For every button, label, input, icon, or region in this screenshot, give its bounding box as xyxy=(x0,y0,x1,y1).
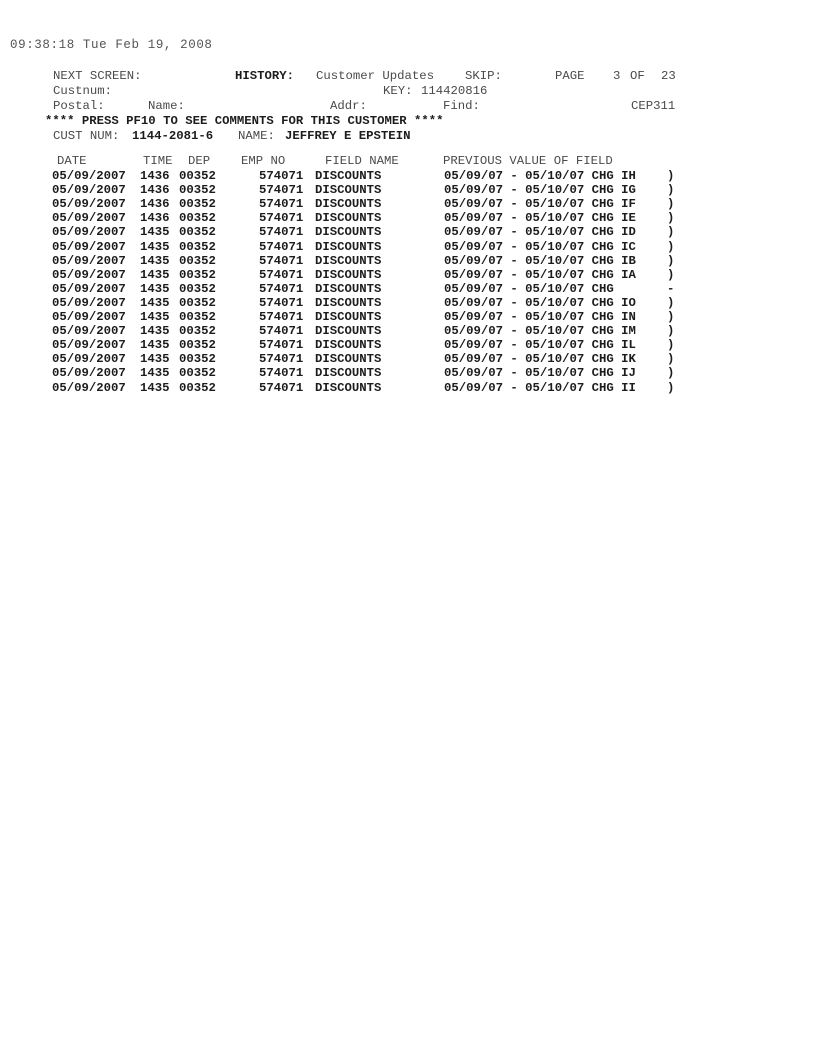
cell-emp-no: 574071 xyxy=(259,211,304,226)
cell-dep: 00352 xyxy=(179,338,216,353)
table-row xyxy=(45,183,745,198)
cell-date: 05/09/2007 xyxy=(52,211,126,226)
cell-emp-no: 574071 xyxy=(259,183,304,198)
cell-previous-value: 05/09/07 - 05/10/07 CHG IA xyxy=(444,267,636,282)
cell-time: 1435 xyxy=(140,281,170,296)
cell-row-end: ) xyxy=(667,183,675,198)
cell-emp-no: 574071 xyxy=(259,310,304,324)
cell-row-end: ) xyxy=(667,253,675,268)
cell-previous-value: 05/09/07 - 05/10/07 CHG ID xyxy=(444,225,636,240)
find-label[interactable]: Find: xyxy=(443,99,480,113)
pf10-message: **** PRESS PF10 TO SEE COMMENTS FOR THIS CUSTOMER **** xyxy=(45,114,444,128)
cell-row-end: ) xyxy=(667,197,675,212)
table-row xyxy=(45,225,745,240)
cell-dep: 00352 xyxy=(179,281,216,296)
cust-name-value: JEFFREY E EPSTEIN xyxy=(285,129,411,143)
cell-time: 1435 xyxy=(140,338,170,353)
cell-dep: 00352 xyxy=(179,352,216,367)
cell-dep: 00352 xyxy=(179,267,216,282)
cell-previous-value: 05/09/07 - 05/10/07 CHG IH xyxy=(444,169,636,183)
custnum-label[interactable]: Custnum: xyxy=(53,84,113,98)
cell-date: 05/09/2007 xyxy=(52,169,126,183)
cell-previous-value: 05/09/07 - 05/10/07 CHG IG xyxy=(444,183,636,198)
customer-line xyxy=(45,129,745,144)
cell-date: 05/09/2007 xyxy=(52,197,126,212)
cell-date: 05/09/2007 xyxy=(52,324,126,339)
cust-num-value: 1144-2081-6 xyxy=(132,129,214,143)
cell-row-end: ) xyxy=(667,352,675,367)
cell-emp-no: 574071 xyxy=(259,366,304,381)
table-header xyxy=(45,154,745,169)
cell-emp-no: 574071 xyxy=(259,324,304,339)
cell-previous-value: 05/09/07 - 05/10/07 CHG IN xyxy=(444,310,636,324)
cell-previous-value: 05/09/07 - 05/10/07 CHG IJ xyxy=(444,366,636,381)
cell-dep: 00352 xyxy=(179,211,216,226)
cell-field-name: DISCOUNTS xyxy=(315,295,382,310)
cell-date: 05/09/2007 xyxy=(52,267,126,282)
cell-previous-value: 05/09/07 - 05/10/07 CHG IB xyxy=(444,253,636,268)
cust-name-label: NAME: xyxy=(238,129,275,143)
cell-field-name: DISCOUNTS xyxy=(315,239,382,254)
cell-row-end: ) xyxy=(667,225,675,240)
cell-row-end: ) xyxy=(667,366,675,381)
cell-emp-no: 574071 xyxy=(259,225,304,240)
cell-row-end: ) xyxy=(667,310,675,324)
cell-time: 1436 xyxy=(140,211,170,226)
postal-label[interactable]: Postal: xyxy=(53,99,105,113)
cell-row-end: ) xyxy=(667,239,675,254)
cell-time: 1435 xyxy=(140,310,170,324)
key-label: KEY: xyxy=(383,84,413,98)
cell-time: 1435 xyxy=(140,295,170,310)
table-row xyxy=(45,268,745,283)
cell-time: 1436 xyxy=(140,183,170,198)
cell-time: 1435 xyxy=(140,267,170,282)
cell-field-name: DISCOUNTS xyxy=(315,225,382,240)
cell-dep: 00352 xyxy=(179,197,216,212)
cell-date: 05/09/2007 xyxy=(52,225,126,240)
table-row xyxy=(45,282,745,297)
cell-field-name: DISCOUNTS xyxy=(315,169,382,183)
cell-time: 1435 xyxy=(140,239,170,254)
cell-previous-value: 05/09/07 - 05/10/07 CHG IC xyxy=(444,239,636,254)
cell-emp-no: 574071 xyxy=(259,295,304,310)
cell-dep: 00352 xyxy=(179,169,216,183)
cell-date: 05/09/2007 xyxy=(52,352,126,367)
cell-dep: 00352 xyxy=(179,380,216,395)
cell-previous-value: 05/09/07 - 05/10/07 CHG IL xyxy=(444,338,636,353)
cell-dep: 00352 xyxy=(179,310,216,324)
cell-field-name: DISCOUNTS xyxy=(315,267,382,282)
cell-row-end: ) xyxy=(667,211,675,226)
header-line-1 xyxy=(45,69,745,84)
cell-row-end: ) xyxy=(667,338,675,353)
cell-emp-no: 574071 xyxy=(259,239,304,254)
screen-code: CEP311 xyxy=(631,99,676,113)
cell-field-name: DISCOUNTS xyxy=(315,380,382,395)
cell-row-end: ) xyxy=(667,267,675,282)
cell-time: 1435 xyxy=(140,225,170,240)
cell-previous-value: 05/09/07 - 05/10/07 CHG IK xyxy=(444,352,636,367)
cell-field-name: DISCOUNTS xyxy=(315,183,382,198)
table-row xyxy=(45,366,745,381)
next-screen-label[interactable]: NEXT SCREEN: xyxy=(53,69,142,83)
cell-date: 05/09/2007 xyxy=(52,380,126,395)
col-field-name: FIELD NAME xyxy=(325,154,399,168)
cell-previous-value: 05/09/07 - 05/10/07 CHG IM xyxy=(444,324,636,339)
skip-label[interactable]: SKIP: xyxy=(465,69,502,83)
cell-row-end: ) xyxy=(667,380,675,395)
history-label: HISTORY: xyxy=(235,69,295,83)
table-row xyxy=(45,296,745,311)
cell-emp-no: 574071 xyxy=(259,169,304,183)
cell-previous-value: 05/09/07 - 05/10/07 CHG IO xyxy=(444,295,636,310)
table-row xyxy=(45,240,745,255)
addr-label[interactable]: Addr: xyxy=(330,99,367,113)
cell-field-name: DISCOUNTS xyxy=(315,253,382,268)
cell-date: 05/09/2007 xyxy=(52,183,126,198)
table-row xyxy=(45,324,745,339)
header-line-3 xyxy=(45,99,745,114)
table-row xyxy=(45,211,745,226)
cell-date: 05/09/2007 xyxy=(52,310,126,324)
cell-field-name: DISCOUNTS xyxy=(315,211,382,226)
cell-time: 1436 xyxy=(140,169,170,183)
cell-field-name: DISCOUNTS xyxy=(315,197,382,212)
cell-previous-value: 05/09/07 - 05/10/07 CHG IF xyxy=(444,197,636,212)
cell-date: 05/09/2007 xyxy=(52,239,126,254)
cell-emp-no: 574071 xyxy=(259,197,304,212)
page-total: 23 xyxy=(661,69,676,83)
cell-time: 1435 xyxy=(140,366,170,381)
cell-field-name: DISCOUNTS xyxy=(315,366,382,381)
cell-field-name: DISCOUNTS xyxy=(315,310,382,324)
cell-dep: 00352 xyxy=(179,324,216,339)
cell-field-name: DISCOUNTS xyxy=(315,352,382,367)
cell-emp-no: 574071 xyxy=(259,253,304,268)
page-label: PAGE xyxy=(555,69,585,83)
cell-emp-no: 574071 xyxy=(259,281,304,296)
cell-row-end: - xyxy=(667,281,675,296)
cell-dep: 00352 xyxy=(179,225,216,240)
cell-dep: 00352 xyxy=(179,239,216,254)
cust-num-label: CUST NUM: xyxy=(53,129,120,143)
cell-time: 1435 xyxy=(140,253,170,268)
cell-time: 1435 xyxy=(140,352,170,367)
col-dep: DEP xyxy=(188,154,211,168)
cell-date: 05/09/2007 xyxy=(52,253,126,268)
table-row xyxy=(45,381,745,396)
print-timestamp: 09:38:18 Tue Feb 19, 2008 xyxy=(10,38,213,52)
cell-dep: 00352 xyxy=(179,183,216,198)
cell-time: 1435 xyxy=(140,380,170,395)
cell-emp-no: 574071 xyxy=(259,338,304,353)
cell-date: 05/09/2007 xyxy=(52,281,126,296)
page-of: OF xyxy=(630,69,645,83)
cell-previous-value: 05/09/07 - 05/10/07 CHG IE xyxy=(444,211,636,226)
header-line-2 xyxy=(45,84,745,99)
cell-emp-no: 574071 xyxy=(259,380,304,395)
table-row xyxy=(45,310,745,325)
cell-date: 05/09/2007 xyxy=(52,338,126,353)
cell-row-end: ) xyxy=(667,169,675,183)
table-row xyxy=(45,169,745,184)
col-date: DATE xyxy=(57,154,87,168)
cell-field-name: DISCOUNTS xyxy=(315,338,382,353)
cell-row-end: ) xyxy=(667,295,675,310)
cell-date: 05/09/2007 xyxy=(52,366,126,381)
col-emp-no: EMP NO xyxy=(241,154,286,168)
pf10-message-line xyxy=(45,114,745,129)
cell-field-name: DISCOUNTS xyxy=(315,324,382,339)
cell-row-end: ) xyxy=(667,324,675,339)
table-row xyxy=(45,254,745,269)
cell-dep: 00352 xyxy=(179,366,216,381)
table-row xyxy=(45,352,745,367)
table-row xyxy=(45,197,745,212)
cell-time: 1435 xyxy=(140,324,170,339)
cell-time: 1436 xyxy=(140,197,170,212)
col-time: TIME xyxy=(143,154,173,168)
page-current: 3 xyxy=(613,69,621,83)
name-label[interactable]: Name: xyxy=(148,99,185,113)
cell-date: 05/09/2007 xyxy=(52,295,126,310)
cell-dep: 00352 xyxy=(179,295,216,310)
cell-previous-value: 05/09/07 - 05/10/07 CHG xyxy=(444,281,614,296)
cell-dep: 00352 xyxy=(179,253,216,268)
cell-previous-value: 05/09/07 - 05/10/07 CHG II xyxy=(444,380,636,395)
table-row xyxy=(45,338,745,353)
cell-emp-no: 574071 xyxy=(259,267,304,282)
cell-emp-no: 574071 xyxy=(259,352,304,367)
col-previous-value: PREVIOUS VALUE OF FIELD xyxy=(443,154,613,168)
key-value: 114420816 xyxy=(421,84,488,98)
history-value: Customer Updates xyxy=(316,69,435,83)
cell-field-name: DISCOUNTS xyxy=(315,281,382,296)
